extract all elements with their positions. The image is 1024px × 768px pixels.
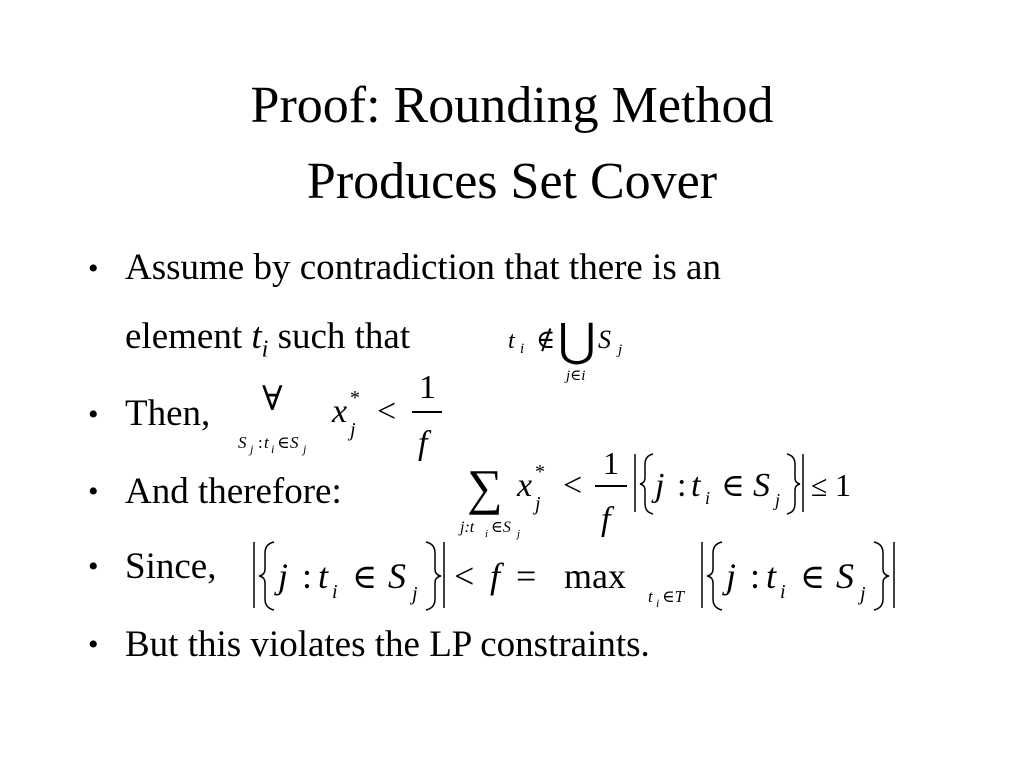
bound-one: 1 (835, 467, 851, 503)
fraction-denominator: f (418, 425, 428, 462)
bullet-5-text: But this violates the LP constraints. (125, 624, 650, 665)
formula-not-in-union (500, 312, 660, 392)
set-j-2: j (726, 556, 737, 596)
less-equal-symbol: ≤ (811, 470, 828, 503)
formula-since (244, 532, 904, 618)
formula-x: x (517, 467, 533, 504)
sum-under-inS: ∈S (491, 519, 511, 536)
forall-cond-S2: S (290, 433, 299, 452)
formula-S: S (598, 325, 611, 354)
title-line-1: Proof: Rounding Method (250, 77, 774, 134)
forall-cond-in: ∈ (277, 433, 290, 452)
formula-x-sub: j (350, 419, 356, 441)
slide-title (0, 68, 1024, 220)
title-line-2: Produces Set Cover (306, 153, 718, 210)
sum-under: j:t (460, 519, 475, 536)
bullet-4-text: Since, (125, 546, 217, 587)
bullet-1-continuation (125, 318, 410, 361)
bullet-marker: • (88, 398, 99, 431)
forall-cond-j2: j (303, 442, 307, 456)
fraction-numerator: 1 (603, 445, 619, 481)
forall-symbol: ∀ (262, 381, 283, 418)
right-brace (426, 542, 441, 610)
set-in-symbol: ∈ (352, 559, 378, 596)
forall-cond-S: S (238, 433, 247, 452)
equals-symbol: = (516, 556, 537, 596)
max-sub-i: i (656, 596, 660, 610)
set-t-sub-2: i (780, 581, 786, 603)
formula-f: f (490, 556, 501, 596)
set-S-sub: j (775, 490, 781, 510)
less-than-symbol: < (454, 556, 475, 596)
max-sub-inT: ∈T (662, 587, 685, 606)
formula-t: t (508, 328, 515, 354)
variable-t-sub: i (261, 336, 269, 363)
fraction-denominator: f (601, 501, 611, 538)
forall-cond-colon: : (258, 433, 263, 452)
bullet-marker: • (88, 252, 99, 285)
left-brace (259, 542, 274, 610)
forall-cond-j: j (250, 442, 254, 456)
max-operator: max (564, 556, 626, 596)
forall-cond-t: t (264, 433, 269, 452)
summation-symbol: ∑ (467, 459, 503, 515)
formula-notin-symbol: ∉ (536, 325, 556, 354)
left-brace (640, 454, 653, 514)
formula-x-star: * (350, 387, 360, 409)
less-than-symbol: < (563, 467, 583, 504)
set-in-symbol-2: ∈ (800, 559, 826, 596)
formula-S-sub: j (618, 342, 623, 358)
big-union-symbol: ⋃ (558, 315, 596, 366)
set-S: S (388, 556, 406, 596)
bullet-3-text: And therefore: (125, 471, 342, 512)
set-colon: : (302, 556, 313, 596)
right-brace (787, 454, 800, 514)
less-than-symbol: < (377, 393, 397, 430)
union-subscript: j∈i (566, 368, 586, 384)
set-colon: : (677, 467, 687, 504)
bullet-2-text: Then, (125, 393, 211, 434)
left-brace-2 (707, 542, 722, 610)
formula-t-sub: i (520, 341, 525, 357)
set-S-sub-2: j (860, 583, 866, 605)
set-in-symbol: ∈ (721, 467, 745, 503)
formula-x-star: * (535, 461, 545, 483)
bullet-marker: • (88, 550, 99, 583)
set-t-sub: i (705, 488, 711, 508)
bullet-1-text: Assume by contradiction that there is an (125, 247, 721, 288)
set-t-sub: i (332, 581, 338, 603)
right-brace-2 (874, 542, 889, 610)
bullet-marker: • (88, 475, 99, 508)
fraction-numerator: 1 (419, 369, 436, 406)
set-j: j (655, 467, 665, 504)
bullet-marker: • (88, 628, 99, 661)
set-S-2: S (836, 556, 854, 596)
set-t: t (691, 467, 701, 504)
continuation-pre: element (125, 316, 252, 357)
set-t-2: t (766, 556, 777, 596)
formula-x-sub: j (535, 493, 541, 515)
sum-under-i: i (485, 528, 489, 540)
set-S: S (753, 467, 770, 504)
max-sub-t: t (648, 587, 653, 606)
sum-under-j: j (517, 528, 521, 540)
set-colon-2: : (750, 556, 761, 596)
set-t: t (318, 556, 329, 596)
set-j: j (278, 556, 289, 596)
continuation-post: such that (268, 316, 411, 357)
formula-forall-bound (232, 362, 462, 472)
variable-t: t (251, 316, 262, 357)
forall-cond-i: i (271, 442, 275, 456)
set-S-sub: j (412, 583, 418, 605)
formula-x: x (332, 393, 348, 430)
